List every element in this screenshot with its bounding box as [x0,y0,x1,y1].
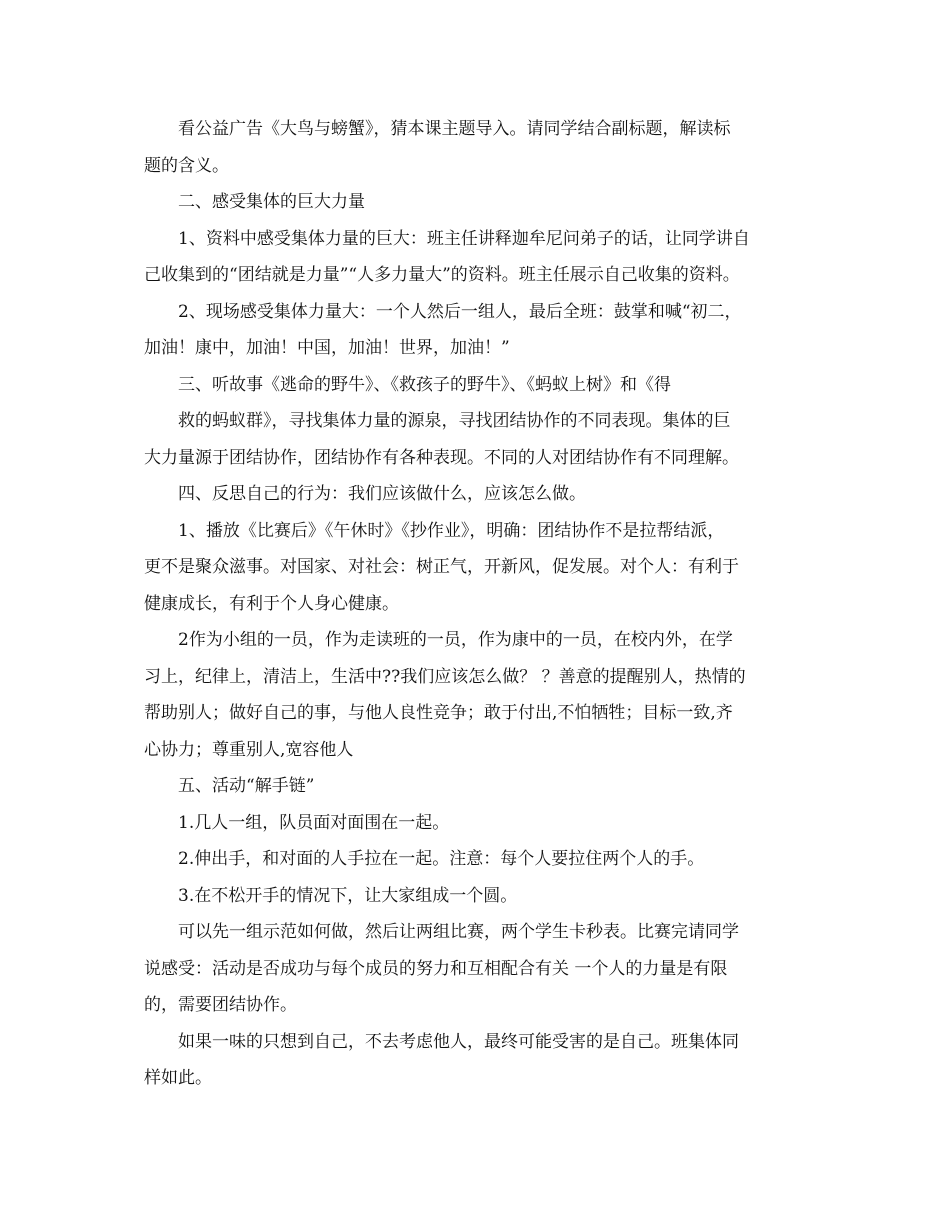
text-line: 1、播放《比赛后》《午休时》《抄作业》，明确：团结协作不是拉帮结派， [178,520,725,541]
section-heading: 三、听故事《逃命的野牛》、《救孩子的野牛》、《蚂蚁上树》和《得 [178,374,671,395]
section-heading: 五、活动“解手链” [178,776,315,796]
document-body [144,111,804,1097]
text-line: 健康成长，有利于个人身心健康。 [144,593,399,614]
text-line: 1、资料中感受集体力量的巨大：班主任讲释迦牟尼问弟子的话，让同学讲自 [178,228,750,249]
text-line: 心协力；尊重别人,宽容他人 [144,739,354,760]
text-line: 己收集到的“团结就是力量”“人多力量大”的资料。班主任展示自己收集的资料。 [144,265,740,285]
text-line: 习上，纪律上，清洁上，生活中??我们应该怎么做？ ？善意的提醒别人，热情的 [144,666,746,687]
section-heading: 四、反思自己的行为：我们应该做什么，应该怎么做。 [178,484,586,504]
list-item: 2.伸出手，和对面的人手拉在一起。注意：每个人要拉住两个人的手。 [178,849,705,869]
text-line: 大力量源于团结协作，团结协作有各种表现。不同的人对团结协作有不同理解。 [144,447,739,468]
section-heading: 二、感受集体的巨大力量 [178,192,365,212]
text-line: 看公益广告《大鸟与螃蟹》，猜本课主题导入。请同学结合副标题，解读标 [178,119,731,139]
text-line: 的，需要团结协作。 [144,995,297,1015]
list-item: 1.几人一组，队员面对面围在一起。 [178,812,450,833]
text-line: 帮助别人；做好自己的事，与他人良性竞争；敢于付出,不怕牺牲；目标一致,齐 [144,703,733,723]
text-line: 加油！康中，加油！中国，加油！世界，加油！” [144,338,510,358]
list-item: 3.在不松开手的情况下，让大家组成一个圆。 [178,885,518,906]
text-line: 题的含义。 [144,155,229,176]
text-line: 2、现场感受集体力量大：一个人然后一组人，最后全班：鼓掌和喊“初二， [178,301,742,322]
text-line: 2作为小组的一员，作为走读班的一员，作为康中的一员，在校内外，在学 [178,630,733,650]
text-line: 样如此。 [144,1068,212,1088]
text-line: 说感受：活动是否成功与每个成员的努力和互相配合有关 一个人的力量是有限 [144,958,728,979]
text-line: 可以先一组示范如何做，然后让两组比赛，两个学生卡秒表。比赛完请同学 [178,922,739,942]
text-line: 如果一味的只想到自己，不去考虑他人，最终可能受害的是自己。班集体同 [178,1031,739,1052]
text-line: 更不是聚众滋事。对国家、对社会：树正气，开新风，促发展。对个人：有利于 [144,557,739,577]
text-line: 救的蚂蚁群》，寻找集体力量的源泉，寻找团结协作的不同表现。集体的巨 [178,411,731,431]
